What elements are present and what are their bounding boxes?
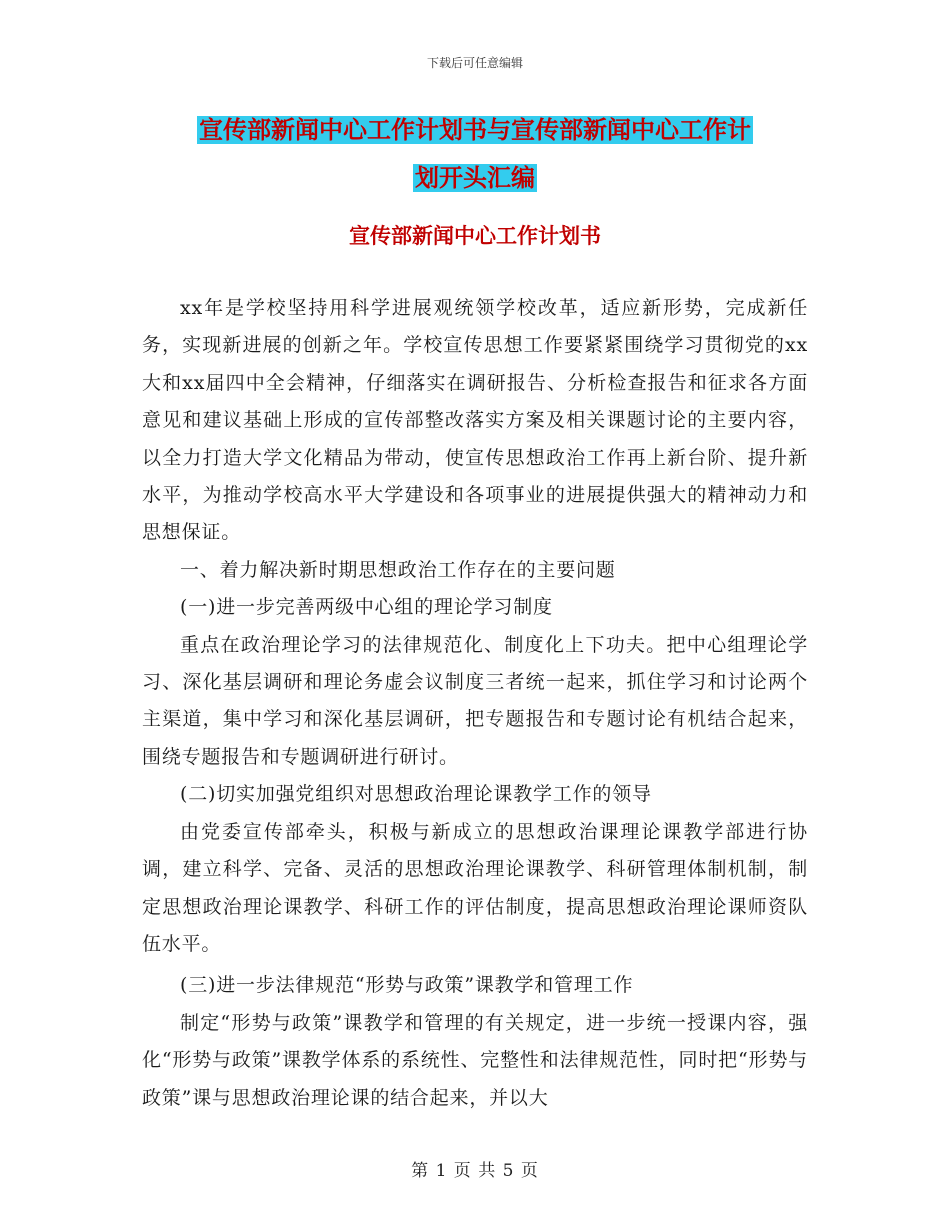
section-title: 宣传部新闻中心工作计划书 (349, 224, 601, 248)
paragraph-3: 制定“形势与政策”课教学和管理的有关规定，进一步统一授课内容，强化“形势与政策”课教学体系的系统性、完整性和法律规范性，同时把“形势与政策”课与思想政治理论课的结合起来，并以大 (142, 1011, 808, 1109)
document-title (140, 106, 810, 202)
document-title-line-1: 宣传部新闻中心工作计划书与宣传部新闻中心工作计 (199, 116, 751, 144)
subheading-2: (二)切实加强党组织对思想政治理论课教学工作的领导 (180, 783, 652, 806)
heading-part-1: 一、着力解决新时期思想政治工作存在的主要问题 (180, 558, 616, 581)
document-body (142, 290, 808, 1117)
subheading-3: (三)进一步法律规范“形势与政策”课教学和管理工作 (180, 974, 634, 997)
paragraph-1: 重点在政治理论学习的法律规范化、制度化上下功夫。把中心组理论学习、深化基层调研和理论务虚会议制度三者统一起来，抓住学习和讨论两个主渠道，集中学习和深化基层调研，把专题报告和专题讨论有机结合起来，围绕专题报告和专题调研进行研讨。 (142, 633, 808, 768)
page-indicator: 第 1 页 共 5 页 (411, 1161, 539, 1181)
header-note: 下载后可任意编辑 (426, 56, 523, 70)
paragraph-intro: xx年是学校坚持用科学进展观统领学校改革，适应新形势，完成新任务，实现新进展的创新之年。学校宣传思想工作要紧紧围绕学习贯彻党的xx大和xx届四中全会精神，仔细落实在调研报告、分析检查报告和征求各方面意见和建议基础上形成的宣传部整改落实方案及相关课题讨论的主要内容，以全力打造大学文化精品为带动，使宣传思想政治工作再上新台阶、提升新水平，为推动学校高水平大学建设和各项事业的进展提供强大的精神动力和思想保证。 (142, 297, 808, 544)
subheading-1: (一)进一步完善两级中心组的理论学习制度 (180, 596, 553, 619)
document-title-line-2: 划开头汇编 (415, 164, 535, 192)
paragraph-2: 由党委宣传部牵头，积极与新成立的思想政治课理论课教学部进行协调，建立科学、完备、灵活的思想政治理论课教学、科研管理体制机制，制定思想政治理论课教学、科研工作的评估制度，提高思想政治理论课师资队伍水平。 (142, 820, 808, 955)
